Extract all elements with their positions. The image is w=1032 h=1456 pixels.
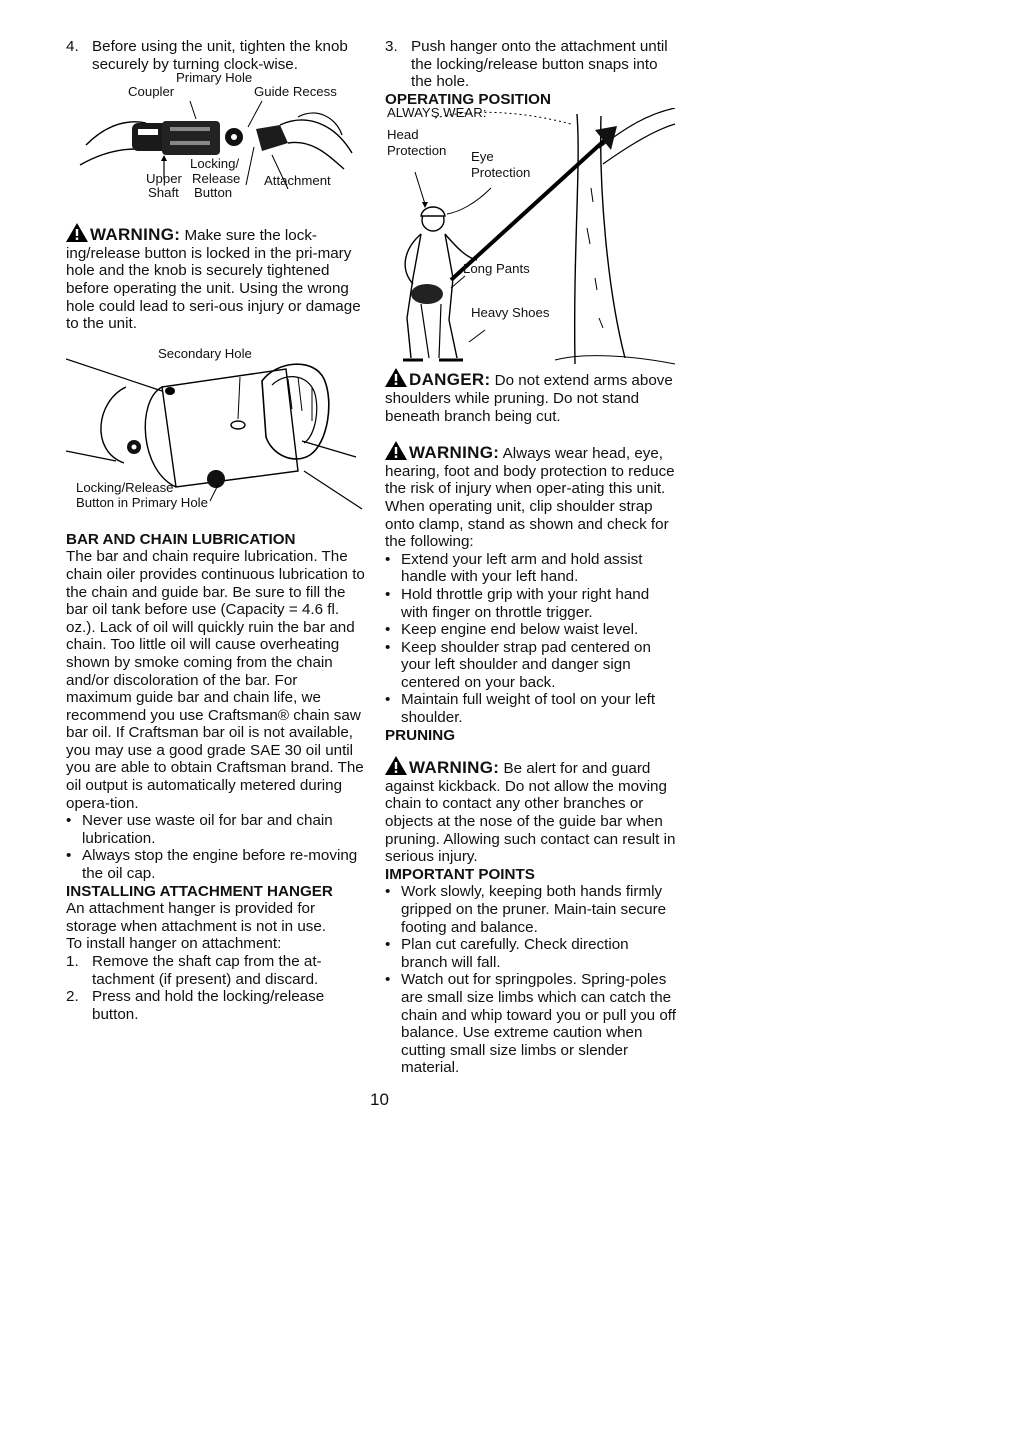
warning-triangle-icon [385, 368, 407, 387]
paragraph: An attachment hanger is provided for storage when attachment is not in use. [66, 900, 327, 935]
list-item-text: Never use waste oil for bar and chain lubrication. [82, 812, 333, 847]
page-number: 10 [370, 1090, 389, 1109]
warning-text: Be alert for and guard against kickback. Do not allow the moving chain to contact any other branches or objects at the nose of the guide bar when pruning. Allowing such contact can result in serious injury. [385, 760, 676, 866]
section-heading: OPERATING POSITION [385, 90, 551, 108]
warning-triangle-icon [385, 756, 407, 775]
warning-triangle-icon [66, 223, 88, 242]
warning-lock-knob [66, 223, 366, 333]
section-heading: BAR AND CHAIN LUBRICATION [66, 530, 296, 548]
warning-triangle-icon [385, 441, 407, 460]
step-text: Before using the unit, tighten the knob securely by turning clock-wise. [92, 38, 348, 73]
list-item: • Maintain full weight of tool on your left shoulder. [385, 691, 677, 726]
list-item: • Watch out for springpoles. Spring-poles are small size limbs which can catch the chain and whip toward you or pull you off balance. Use extreme caution when cutting small size limbs or slender material. [385, 971, 676, 1077]
list-item-text: Work slowly, keeping both hands firmly gripped on the pruner. Main-tain secure footing and balance. [401, 883, 667, 936]
label-long-pants: Long Pants [463, 261, 530, 277]
warning-word: WARNING: [409, 758, 500, 778]
step-number: 3. [385, 38, 398, 55]
warning-text: Always wear head, eye, hearing, foot and body protection to reduce the risk of injury when oper-ating this unit. [385, 445, 675, 498]
list-item-text: Watch out for springpoles. Spring-poles are small size limbs which can catch the chain and whip toward you or pull you off balance. Use extreme caution when cutting small size limbs or slender material. [401, 971, 676, 1077]
list-item: • Hold throttle grip with your right hand with finger on throttle trigger. [385, 586, 677, 621]
step-number: 2. [66, 988, 79, 1006]
label-heavy-shoes: Heavy Shoes [471, 305, 550, 321]
step-number: 4. [66, 38, 79, 55]
step-1 [66, 953, 366, 988]
warning-word: WARNING: [90, 225, 181, 245]
step-text: Push hanger onto the attachment until the locking/release button snaps into the hole. [411, 38, 668, 91]
list-item: • Plan cut carefully. Check direction branch will fall. [385, 936, 677, 971]
section-heading: INSTALLING ATTACHMENT HANGER [66, 882, 333, 900]
right-column [385, 38, 677, 1077]
list-item: • Keep engine end below waist level. [385, 621, 677, 639]
label-button-in-primary-hole: Button in Primary Hole [76, 494, 208, 510]
warning-word: WARNING: [409, 443, 500, 463]
step-text: Press and hold the locking/release button. [92, 988, 325, 1023]
list-item-text: Keep shoulder strap pad centered on your left shoulder and danger sign centered on your back. [401, 638, 651, 691]
label-release: Release [192, 171, 241, 187]
danger-text: Do not extend arms above shoulders while pruning. Do not stand beneath branch being cut. [385, 372, 673, 425]
section-heading: IMPORTANT POINTS [385, 865, 535, 883]
label-upper: Upper [146, 171, 182, 187]
step-number: 1. [66, 953, 79, 970]
list-item: • Work slowly, keeping both hands firmly gripped on the pruner. Main-tain secure footing and balance. [385, 883, 677, 936]
label-attachment: Attachment [264, 173, 331, 189]
left-column [66, 38, 366, 1023]
step-4 [66, 38, 366, 73]
list-item-text: Extend your left arm and hold assist handle with your left hand. [401, 550, 643, 586]
step-text: Remove the shaft cap from the at-tachment (if present) and discard. [92, 953, 322, 988]
list-item: • Keep shoulder strap pad centered on your left shoulder and danger sign centered on your back. [385, 639, 677, 692]
list-item-text: Keep engine end below waist level. [401, 621, 639, 639]
section-heading: PRUNING [385, 726, 456, 744]
label-head-protection: Protection [387, 143, 447, 159]
label-guide-recess: Guide Recess [254, 84, 337, 100]
list-item: • Always stop the engine before re-moving the oil cap. [66, 847, 366, 882]
list-item-text: Maintain full weight of tool on your left shoulder. [401, 691, 656, 727]
label-button: Button [194, 185, 233, 201]
label-head: Head [387, 127, 419, 143]
step-2 [66, 988, 366, 1023]
list-item-text: Hold throttle grip with your right hand with finger on throttle trigger. [401, 585, 650, 621]
warning-text: Make sure the lock-ing/release button is locked in the pri-mary hole and the knob is securely tightened before operating the unit. Using the wrong hole could lead to seri-ous injury or damage to the unit. [66, 227, 361, 333]
list-item-text: Always stop the engine before re-moving the oil cap. [82, 847, 358, 883]
list-item: • Extend your left arm and hold assist handle with your left hand. [385, 551, 677, 586]
list-item-text: Plan cut carefully. Check direction branch will fall. [401, 936, 629, 971]
operating-position-figure [385, 105, 677, 368]
danger-word: DANGER: [409, 370, 491, 390]
paragraph: When operating unit, clip shoulder strap onto clamp, stand as shown and check for the following: [385, 497, 669, 551]
danger-notice [385, 368, 677, 425]
paragraph: The bar and chain require lubrication. The chain oiler provides continuous lubrication to the chain and guide bar. Be sure to fill the bar oil tank before use (Capacity = 4.6 fl. oz.). Lack of oil will quickly ruin the bar and chain. Too little oil will cause overheating shown by smoke coming from the chain and/or discoloration of the bar. For maximum guide bar and chain life, we recommend you use Craftsman® chain saw bar oil. If Craftsman bar oil is not available, you may use a good grade SAE 30 oil until you are able to obtain Craftsman brand. The oil output is automatically metered during opera-tion. [66, 548, 365, 812]
label-always-wear: ALWAYS WEAR: [387, 105, 487, 121]
label-shaft: Shaft [148, 185, 179, 201]
coupler-figure [66, 70, 366, 207]
label-primary-hole: Primary Hole [176, 70, 253, 86]
label-coupler: Coupler [128, 84, 175, 100]
label-eye-protection: Protection [471, 165, 531, 181]
label-secondary-hole: Secondary Hole [158, 345, 252, 361]
label-locking-release: Locking/Release [76, 479, 174, 495]
step-3 [385, 38, 677, 91]
secondary-hole-figure [66, 345, 366, 519]
paragraph: To install hanger on attachment: [66, 935, 282, 953]
warning-protection [385, 441, 677, 498]
label-locking: Locking/ [190, 156, 240, 172]
warning-kickback [385, 756, 677, 866]
list-item: • Never use waste oil for bar and chain lubrication. [66, 812, 366, 847]
label-eye: Eye [471, 149, 494, 165]
